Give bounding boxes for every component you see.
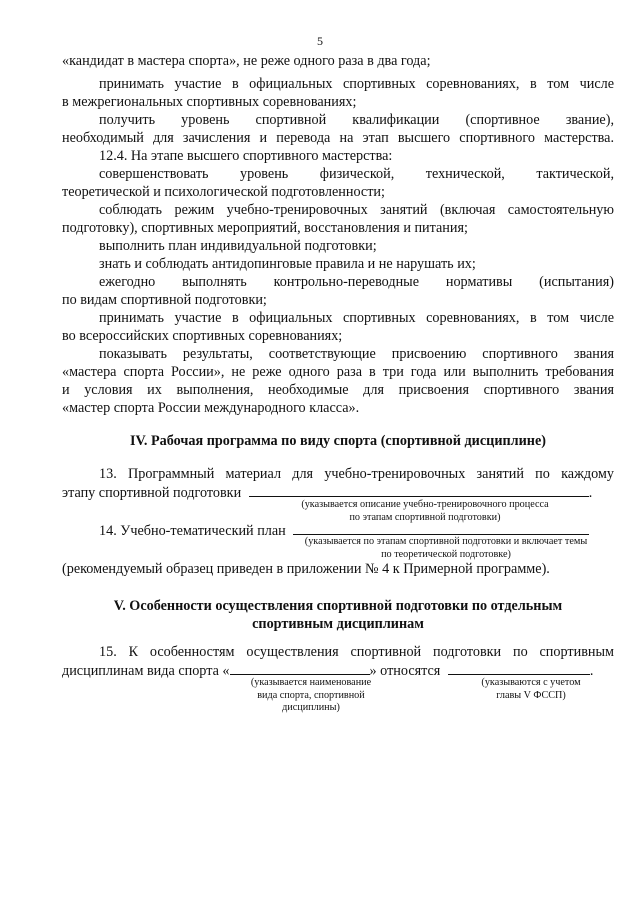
clause-15-label: дисциплинам вида спорта « bbox=[62, 663, 230, 679]
text-line: получить уровень спортивной квалификации (спортивное звание), bbox=[99, 112, 614, 128]
clause-15-label-cont: » относятся bbox=[369, 663, 441, 679]
hint-line: по этапам спортивной подготовки) bbox=[349, 511, 501, 523]
section-5-heading-cont: спортивным дисциплинам bbox=[252, 616, 424, 632]
text-line: подготовку), спортивных мероприятий, восстановления и питания; bbox=[62, 220, 468, 236]
section-4-heading: IV. Рабочая программа по виду спорта (спортивной дисциплине) bbox=[129, 433, 546, 449]
section-5-heading: V. Особенности осуществления спортивной подготовки по отдельным bbox=[113, 598, 563, 614]
text-line: во всероссийских спортивных соревнованиях; bbox=[62, 328, 343, 344]
text-line: ежегодно выполнять контрольно-переводные нормативы (испытания) bbox=[99, 274, 614, 290]
text-line: (рекомендуемый образец приведен в приложении № 4 к Примерной программе). bbox=[62, 561, 550, 577]
hint-line: (указываются с учетом bbox=[481, 677, 581, 688]
text-line: и условия их выполнения, необходимые для присвоения спортивного звания bbox=[62, 382, 614, 398]
hint-line: (указывается по этапам спортивной подготовки и включает темы bbox=[304, 536, 588, 547]
text-line: в межрегиональных спортивных соревнованиях; bbox=[62, 94, 357, 110]
hint-line: по теоретической подготовке) bbox=[381, 548, 511, 560]
period: . bbox=[589, 663, 594, 679]
text-line: принимать участие в официальных спортивных соревнованиях, в том числе bbox=[99, 310, 614, 326]
text-line: «кандидат в мастера спорта», не реже одного раза в два года; bbox=[62, 53, 431, 69]
text-line: совершенствовать уровень физической, технической, тактической, bbox=[99, 166, 614, 182]
text-line: знать и соблюдать антидопинговые правила и не нарушать их; bbox=[99, 256, 476, 272]
text-line: показывать результаты, соответствующие присвоению спортивного звания bbox=[99, 346, 614, 362]
clause-12-4-heading: 12.4. На этапе высшего спортивного мастерства: bbox=[99, 148, 393, 164]
text-line: по видам спортивной подготовки; bbox=[62, 292, 267, 308]
fill-in-blank bbox=[230, 661, 370, 675]
fill-in-blank bbox=[249, 483, 589, 497]
field-hint bbox=[236, 677, 386, 715]
hint-line: главы V ФССП) bbox=[496, 689, 566, 701]
fill-in-blank bbox=[293, 521, 589, 535]
clause-15-line: 15. К особенностям осуществления спортивной подготовки по спортивным bbox=[99, 644, 614, 660]
hint-line: дисциплины) bbox=[282, 702, 340, 713]
fill-in-blank bbox=[448, 661, 590, 675]
text-line: соблюдать режим учебно-тренировочных занятий (включая самостоятельную bbox=[99, 202, 614, 218]
clause-13-line: 13. Программный материал для учебно-тренировочных занятий по каждому bbox=[99, 466, 614, 482]
hint-line: (указывается описание учебно-тренировочного процесса bbox=[301, 499, 549, 510]
clause-13-label: этапу спортивной подготовки bbox=[62, 485, 242, 501]
hint-line: (указывается наименование bbox=[250, 677, 372, 688]
period: . bbox=[588, 485, 593, 501]
text-line: выполнить план индивидуальной подготовки; bbox=[99, 238, 377, 254]
field-hint bbox=[466, 677, 596, 702]
hint-line: вида спорта, спортивной bbox=[257, 689, 365, 701]
field-hint bbox=[296, 536, 596, 561]
text-line: принимать участие в официальных спортивных соревнованиях, в том числе bbox=[99, 76, 614, 92]
text-line: теоретической и психологической подготовленности; bbox=[62, 184, 385, 200]
text-line: «мастера спорта России», не реже одного раза в три года или выполнить требования bbox=[62, 364, 614, 380]
clause-14-label: 14. Учебно-тематический план bbox=[99, 523, 286, 539]
text-line: необходимый для зачисления и перевода на этап высшего спортивного мастерства. bbox=[62, 130, 614, 146]
text-line: «мастер спорта России международного класса». bbox=[62, 400, 360, 416]
page-number: 5 bbox=[317, 34, 323, 48]
